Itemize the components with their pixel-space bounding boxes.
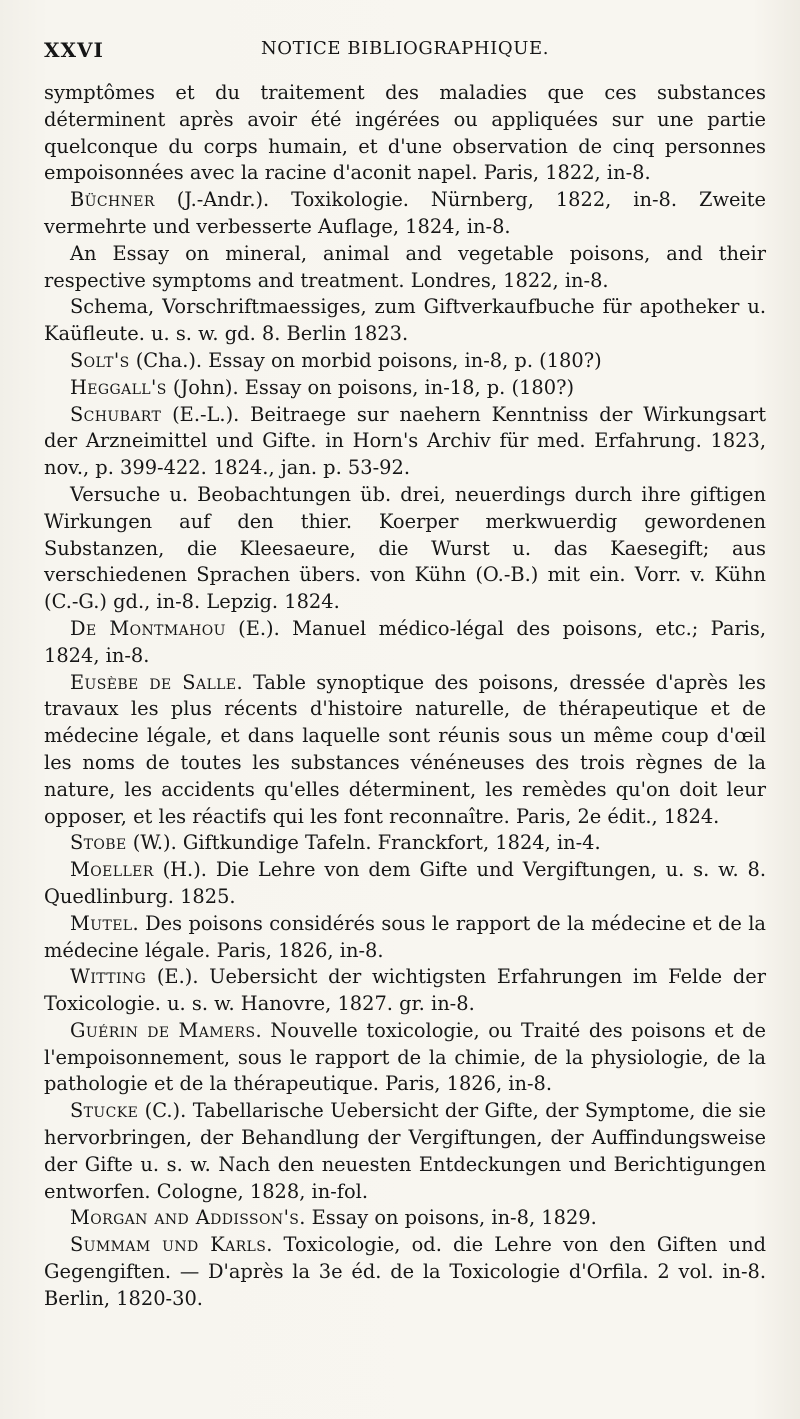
entry-author: Morgan and Addisson's <box>70 1206 300 1230</box>
bibliography-entry <box>44 402 766 482</box>
entry-author: Witting <box>70 965 147 989</box>
entry-author: Stobe <box>70 831 127 855</box>
entry-author: Solt's <box>70 348 130 372</box>
entry-text: . Nouvelle toxicologie, ou Traité des poisons et de l'empoisonnement, sous le rapport de la chimie, de la physiologie, de la pathologie et de la thérapeutique. Paris, 1826, in-8. <box>44 1018 767 1096</box>
entry-text: . Essay on poisons, in-8, 1829. <box>299 1206 597 1230</box>
entry-author: De Montmahou <box>70 616 226 640</box>
entry-text: (E.). Manuel médico-légal des poisons, etc.; Paris, 1824, in-8. <box>44 616 766 667</box>
bibliography-entry <box>44 80 766 187</box>
bibliography-entry <box>44 1232 766 1312</box>
entry-author: Heggall's <box>70 375 167 399</box>
entry-text: (E.-L.). Beitraege sur naehern Kenntniss der Wirkungsart der Arzneimittel und Gifte. in Horn's Archiv für med. Erfahrung. 1823, nov., p. 399-422. 1824., jan. p. 53-92. <box>44 402 766 480</box>
bibliography-entry <box>44 241 766 295</box>
bibliography-entry <box>44 1098 766 1205</box>
bibliography-text <box>44 80 766 1313</box>
bibliography-entry <box>44 1205 766 1232</box>
bibliography-entry <box>44 964 766 1018</box>
entry-text: (Cha.). Essay on morbid poisons, in-8, p. (180?) <box>129 348 602 372</box>
bibliography-entry <box>44 616 766 670</box>
entry-author: Schubart <box>70 402 162 426</box>
entry-text: (John). Essay on poisons, in-18, p. (180?) <box>166 375 575 399</box>
entry-author: Büchner <box>70 188 155 212</box>
entry-text: (H.). Die Lehre von dem Gifte und Vergiftungen, u. s. w. 8. Quedlinburg. 1825. <box>44 858 766 908</box>
bibliography-entry <box>44 187 766 241</box>
bibliography-entry <box>44 482 766 616</box>
entry-text: Versuche u. Beobachtungen üb. drei, neuerdings durch ihre giftigen Wirkungen auf den thier. Koerper merkwuerdig gewordenen Substanzen, die Kleesaeure, die Wurst u. das Kaesegift; aus verschiedenen Sprachen übers. von Kühn (O.-B.) mit ein. Vorr. v. Kühn (C.-G.) gd., in-8. Lepzig. 1824. <box>44 482 766 614</box>
entry-text: Schema, Vorschriftmaessiges, zum Giftverkaufbuche für apotheker u. Kaüfleute. u. s. w. gd. 8. Berlin 1823. <box>44 295 766 346</box>
entry-text: An Essay on mineral, animal and vegetable poisons, and their respective symptoms and treatment. Londres, 1822, in-8. <box>44 241 766 292</box>
entry-author: Guérin de Mamers <box>70 1018 256 1042</box>
entry-text: . Des poisons considérés sous le rapport de la médecine et de la médecine légale. Paris, 1826, in-8. <box>44 911 766 962</box>
bibliography-entry <box>44 857 766 911</box>
running-head <box>44 34 766 78</box>
bibliography-entry <box>44 1018 766 1098</box>
entry-text: (C.). Tabellarische Uebersicht der Gifte, der Symptome, die sie hervorbringen, der Behandlung der Vergiftungen, der Auffindungsweise der Gifte u. s. w. Nach den neuesten Entdeckungen und Berichtigungen entworfen. Cologne, 1828, in-fol. <box>44 1099 766 1203</box>
entry-author: Summam und Karls <box>70 1233 267 1257</box>
page-number: XXVI <box>44 38 104 62</box>
bibliography-entry <box>44 375 766 402</box>
bibliography-entry <box>44 911 766 965</box>
entry-author: Mutel <box>70 911 133 935</box>
bibliography-entry <box>44 348 766 375</box>
bibliography-entry <box>44 294 766 348</box>
bibliography-entry <box>44 670 766 831</box>
running-title: NOTICE BIBLIOGRAPHIQUE. <box>260 38 550 59</box>
entry-text: (E.). Uebersicht der wichtigsten Erfahrungen im Felde der Toxicologie. u. s. w. Hanovre, 1827. gr. in-8. <box>44 965 766 1016</box>
entry-text: . Toxicologie, od. die Lehre von den Giften und Gegengiften. — D'après la 3e éd. de la Toxicologie d'Orfila. 2 vol. in-8. Berlin, 1820-30. <box>44 1233 766 1310</box>
entry-text: symptômes et du traitement des maladies que ces substances déterminent après avoir été ingérées ou appliquées sur une partie quelconque du corps humain, et d'une observation de cinq personnes empoisonnées avec la racine d'aconit napel. Paris, 1822, in-8. <box>44 81 766 185</box>
entry-text: . Table synoptique des poisons, dressée d'après les travaux les plus récents d'histoire naturelle, de thérapeutique et de médecine légale, et dans laquelle sont réunis sous un même coup d'œil les noms de toutes les substances vénéneuses des trois règnes de la nature, les accidents qu'elles déterminent, les remèdes qu'on doit leur opposer, et les réactifs qui les font reconnaître. Paris, 2e édit., 1824. <box>44 670 766 828</box>
entry-author: Stucke <box>70 1099 139 1123</box>
entry-text: (W.). Giftkundige Tafeln. Franckfort, 1824, in-4. <box>126 831 601 855</box>
entry-author: Moeller <box>70 858 154 882</box>
entry-text: (J.-Andr.). Toxikologie. Nürnberg, 1822, in-8. Zweite vermehrte und verbesserte Auflage, 1824, in-8. <box>44 188 766 238</box>
bibliography-entry <box>44 830 766 857</box>
entry-author: Eusèbe de Salle <box>70 670 237 694</box>
